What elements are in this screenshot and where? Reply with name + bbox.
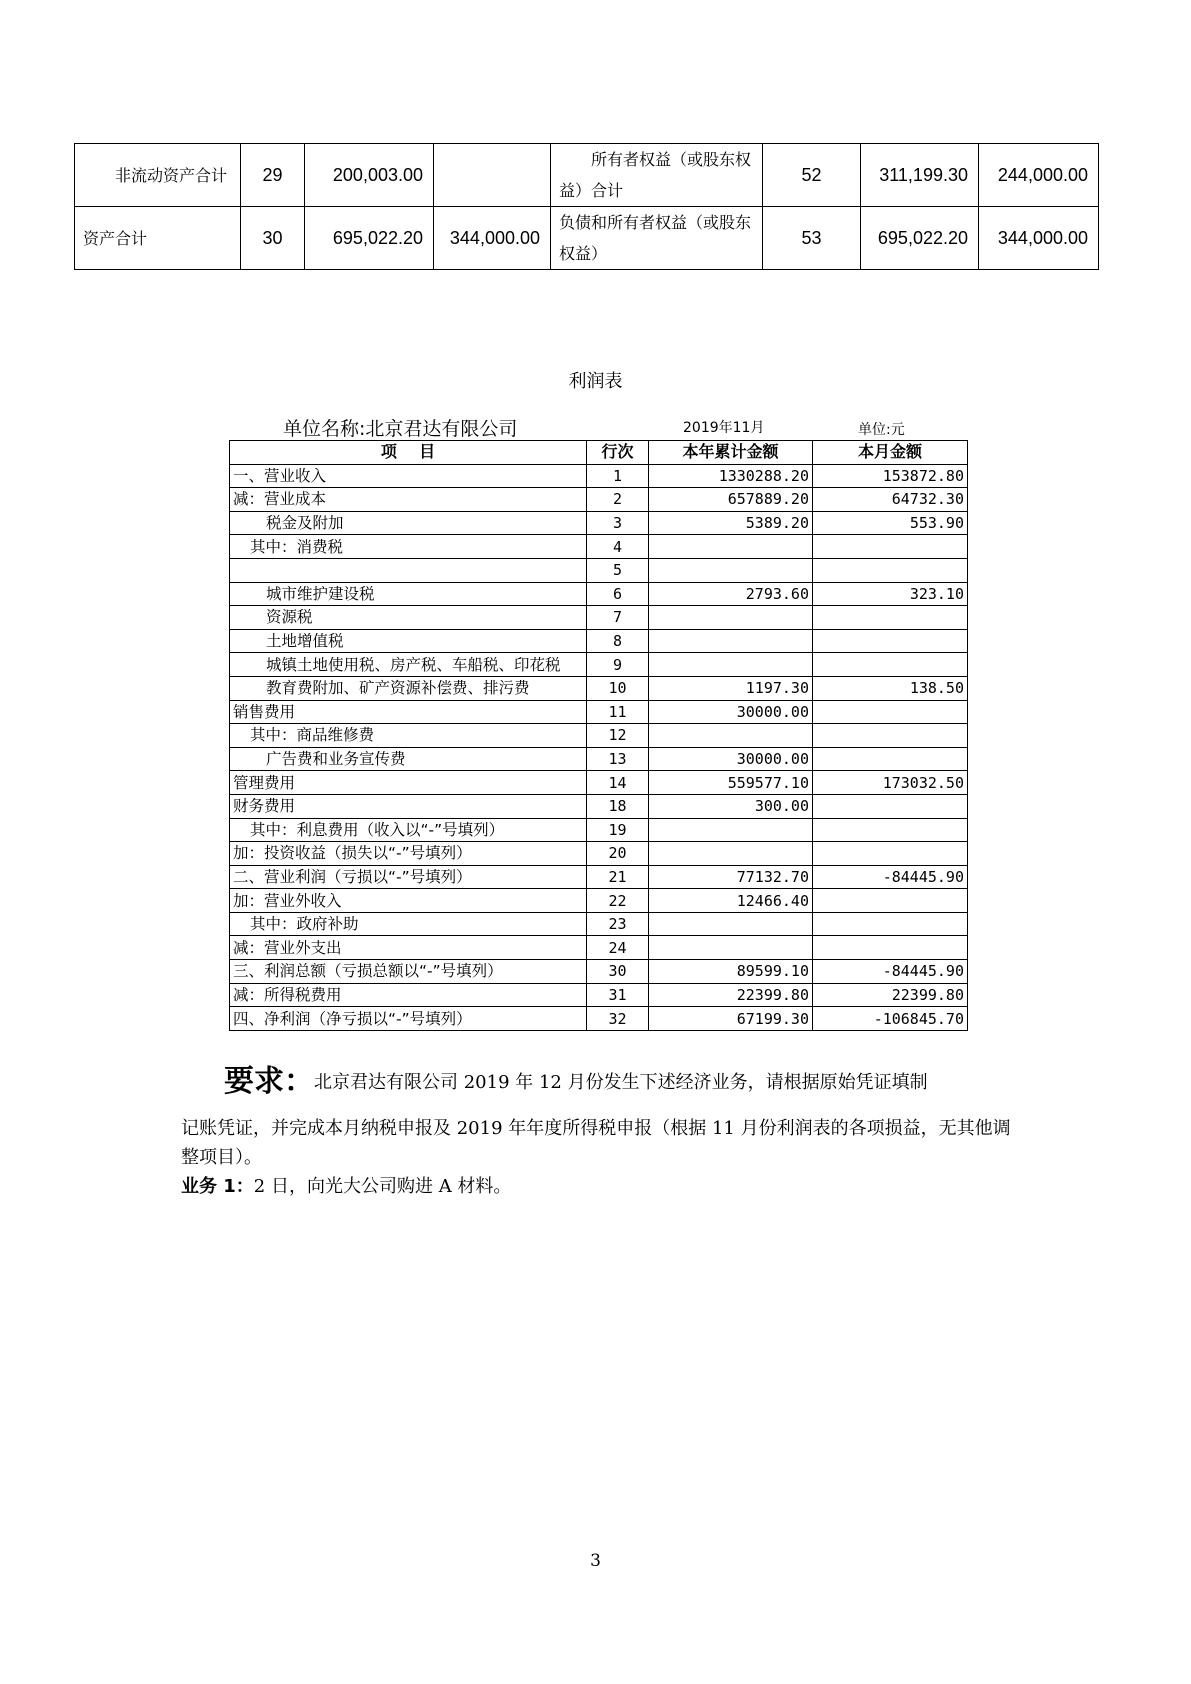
month-amount	[813, 724, 968, 748]
table-row	[230, 606, 968, 630]
ytd-amount: 30000.00	[649, 747, 813, 771]
left-item-label: 非流动资产合计	[75, 144, 241, 207]
month-amount: 153872.80	[813, 464, 968, 488]
column-header-line: 行次	[587, 441, 649, 465]
month-amount: 173032.50	[813, 771, 968, 795]
month-amount	[813, 936, 968, 960]
balance-sheet-row	[75, 144, 1099, 207]
item-label: 财务费用	[230, 794, 587, 818]
item-label: 减：所得税费用	[230, 983, 587, 1007]
table-row	[230, 511, 968, 535]
right-line-number: 53	[763, 207, 861, 270]
month-amount	[813, 818, 968, 842]
task-text: 2 日，向光大公司购进 A 材料。	[253, 1176, 512, 1197]
table-row	[230, 960, 968, 984]
requirement-text-line1: 北京君达有限公司 2019 年 12 月份发生下述经济业务，请根据原始凭证填制	[314, 1072, 928, 1093]
right-end-balance: 311,199.30	[861, 144, 979, 207]
month-amount	[813, 653, 968, 677]
month-amount	[813, 629, 968, 653]
balance-sheet-table	[74, 143, 1099, 270]
right-item-label: 负债和所有者权益（或股东权益）	[551, 207, 763, 270]
ytd-amount: 657889.20	[649, 488, 813, 512]
table-row	[230, 889, 968, 913]
header-row	[230, 441, 968, 465]
item-label: 减：营业成本	[230, 488, 587, 512]
item-label: 二、营业利润（亏损以“-”号填列）	[230, 865, 587, 889]
line-number: 11	[587, 700, 649, 724]
item-label: 城市维护建设税	[230, 582, 587, 606]
ytd-amount	[649, 912, 813, 936]
month-amount	[813, 794, 968, 818]
table-row	[230, 912, 968, 936]
line-number: 12	[587, 724, 649, 748]
line-number: 1	[587, 464, 649, 488]
line-number: 32	[587, 1007, 649, 1031]
month-amount	[813, 535, 968, 559]
ytd-amount	[649, 818, 813, 842]
ytd-amount: 22399.80	[649, 983, 813, 1007]
line-number: 4	[587, 535, 649, 559]
table-row	[230, 771, 968, 795]
currency-unit: 单位:元	[858, 422, 905, 438]
ytd-amount	[649, 629, 813, 653]
table-row	[230, 1007, 968, 1031]
table-row	[230, 936, 968, 960]
line-number: 23	[587, 912, 649, 936]
table-row	[230, 653, 968, 677]
line-number: 10	[587, 676, 649, 700]
table-row	[230, 700, 968, 724]
line-number: 2	[587, 488, 649, 512]
left-begin-balance: 344,000.00	[434, 207, 551, 270]
left-line-number: 29	[241, 144, 305, 207]
line-number: 9	[587, 653, 649, 677]
column-header-item: 项 目	[230, 441, 587, 465]
ytd-amount	[649, 724, 813, 748]
task-label: 业务 1：	[181, 1176, 254, 1197]
ytd-amount	[649, 653, 813, 677]
left-end-balance: 695,022.20	[305, 207, 434, 270]
column-header-month: 本月金额	[813, 441, 968, 465]
table-row	[230, 535, 968, 559]
table-row	[230, 724, 968, 748]
item-label: 三、利润总额（亏损总额以“-”号填列）	[230, 960, 587, 984]
month-amount	[813, 558, 968, 582]
line-number: 13	[587, 747, 649, 771]
right-item-label: 所有者权益（或股东权益）合计	[551, 144, 763, 207]
ytd-amount: 77132.70	[649, 865, 813, 889]
requirement-text-rest: 记账凭证，并完成本月纳税申报及 2019 年年度所得税申报（根据 11 月份利润表的各项损益，无其他调整项目）。	[181, 1118, 1011, 1168]
ytd-amount: 89599.10	[649, 960, 813, 984]
month-amount	[813, 889, 968, 913]
item-label: 管理费用	[230, 771, 587, 795]
ytd-amount: 5389.20	[649, 511, 813, 535]
item-label: 资源税	[230, 606, 587, 630]
ytd-amount: 559577.10	[649, 771, 813, 795]
month-amount: 138.50	[813, 676, 968, 700]
ytd-amount: 67199.30	[649, 1007, 813, 1031]
ytd-amount	[649, 842, 813, 866]
right-begin-balance: 244,000.00	[979, 144, 1099, 207]
item-label: 其中：消费税	[230, 535, 587, 559]
table-row	[230, 865, 968, 889]
month-amount	[813, 747, 968, 771]
item-label: 税金及附加	[230, 511, 587, 535]
ytd-amount	[649, 558, 813, 582]
month-amount: -84445.90	[813, 865, 968, 889]
item-label: 四、净利润（净亏损以“-”号填列）	[230, 1007, 587, 1031]
month-amount: -84445.90	[813, 960, 968, 984]
item-label: 加：营业外收入	[230, 889, 587, 913]
line-number: 31	[587, 983, 649, 1007]
month-amount: 64732.30	[813, 488, 968, 512]
table-row	[230, 983, 968, 1007]
ytd-amount: 30000.00	[649, 700, 813, 724]
month-amount	[813, 842, 968, 866]
month-amount: -106845.70	[813, 1007, 968, 1031]
table-row	[230, 558, 968, 582]
line-number: 14	[587, 771, 649, 795]
month-amount: 553.90	[813, 511, 968, 535]
line-number: 18	[587, 794, 649, 818]
month-amount	[813, 700, 968, 724]
ytd-amount: 1197.30	[649, 676, 813, 700]
table-row	[230, 818, 968, 842]
line-number: 20	[587, 842, 649, 866]
line-number: 3	[587, 511, 649, 535]
item-label: 教育费附加、矿产资源补偿费、排污费	[230, 676, 587, 700]
item-label: 广告费和业务宣传费	[230, 747, 587, 771]
company-name-label: 单位名称:北京君达有限公司	[283, 418, 518, 440]
table-row	[230, 747, 968, 771]
table-row	[230, 582, 968, 606]
left-item-label: 资产合计	[75, 207, 241, 270]
line-number: 19	[587, 818, 649, 842]
requirement-section	[181, 1064, 1019, 1201]
month-amount: 323.10	[813, 582, 968, 606]
table-row	[230, 794, 968, 818]
requirement-lead: 要求：	[224, 1064, 314, 1099]
page-number: 3	[590, 1551, 601, 1571]
balance-sheet-row	[75, 207, 1099, 270]
line-number: 8	[587, 629, 649, 653]
left-line-number: 30	[241, 207, 305, 270]
item-label: 土地增值税	[230, 629, 587, 653]
line-number: 21	[587, 865, 649, 889]
right-begin-balance: 344,000.00	[979, 207, 1099, 270]
left-begin-balance	[434, 144, 551, 207]
month-amount	[813, 912, 968, 936]
table-row	[230, 464, 968, 488]
month-amount	[813, 606, 968, 630]
income-statement-table	[229, 440, 968, 1031]
requirement-paragraph	[181, 1064, 1019, 1172]
table-row	[230, 842, 968, 866]
right-line-number: 52	[763, 144, 861, 207]
column-header-ytd: 本年累计金额	[649, 441, 813, 465]
task-paragraph	[181, 1172, 1019, 1201]
line-number: 5	[587, 558, 649, 582]
item-label: 一、营业收入	[230, 464, 587, 488]
table-row	[230, 629, 968, 653]
line-number: 6	[587, 582, 649, 606]
item-label: 其中：政府补助	[230, 912, 587, 936]
table-row	[230, 488, 968, 512]
item-label: 其中：商品维修费	[230, 724, 587, 748]
income-statement-title: 利润表	[568, 371, 623, 392]
ytd-amount	[649, 535, 813, 559]
ytd-amount: 12466.40	[649, 889, 813, 913]
item-label	[230, 558, 587, 582]
right-end-balance: 695,022.20	[861, 207, 979, 270]
line-number: 24	[587, 936, 649, 960]
ytd-amount: 300.00	[649, 794, 813, 818]
line-number: 7	[587, 606, 649, 630]
ytd-amount	[649, 936, 813, 960]
table-row	[230, 676, 968, 700]
ytd-amount	[649, 606, 813, 630]
item-label: 其中：利息费用（收入以“-”号填列）	[230, 818, 587, 842]
item-label: 销售费用	[230, 700, 587, 724]
item-label: 加：投资收益（损失以“-”号填列）	[230, 842, 587, 866]
month-amount: 22399.80	[813, 983, 968, 1007]
line-number: 30	[587, 960, 649, 984]
item-label: 城镇土地使用税、房产税、车船税、印花税	[230, 653, 587, 677]
ytd-amount: 2793.60	[649, 582, 813, 606]
line-number: 22	[587, 889, 649, 913]
report-period: 2019年11月	[683, 420, 765, 436]
left-end-balance: 200,003.00	[305, 144, 434, 207]
item-label: 减：营业外支出	[230, 936, 587, 960]
ytd-amount: 1330288.20	[649, 464, 813, 488]
